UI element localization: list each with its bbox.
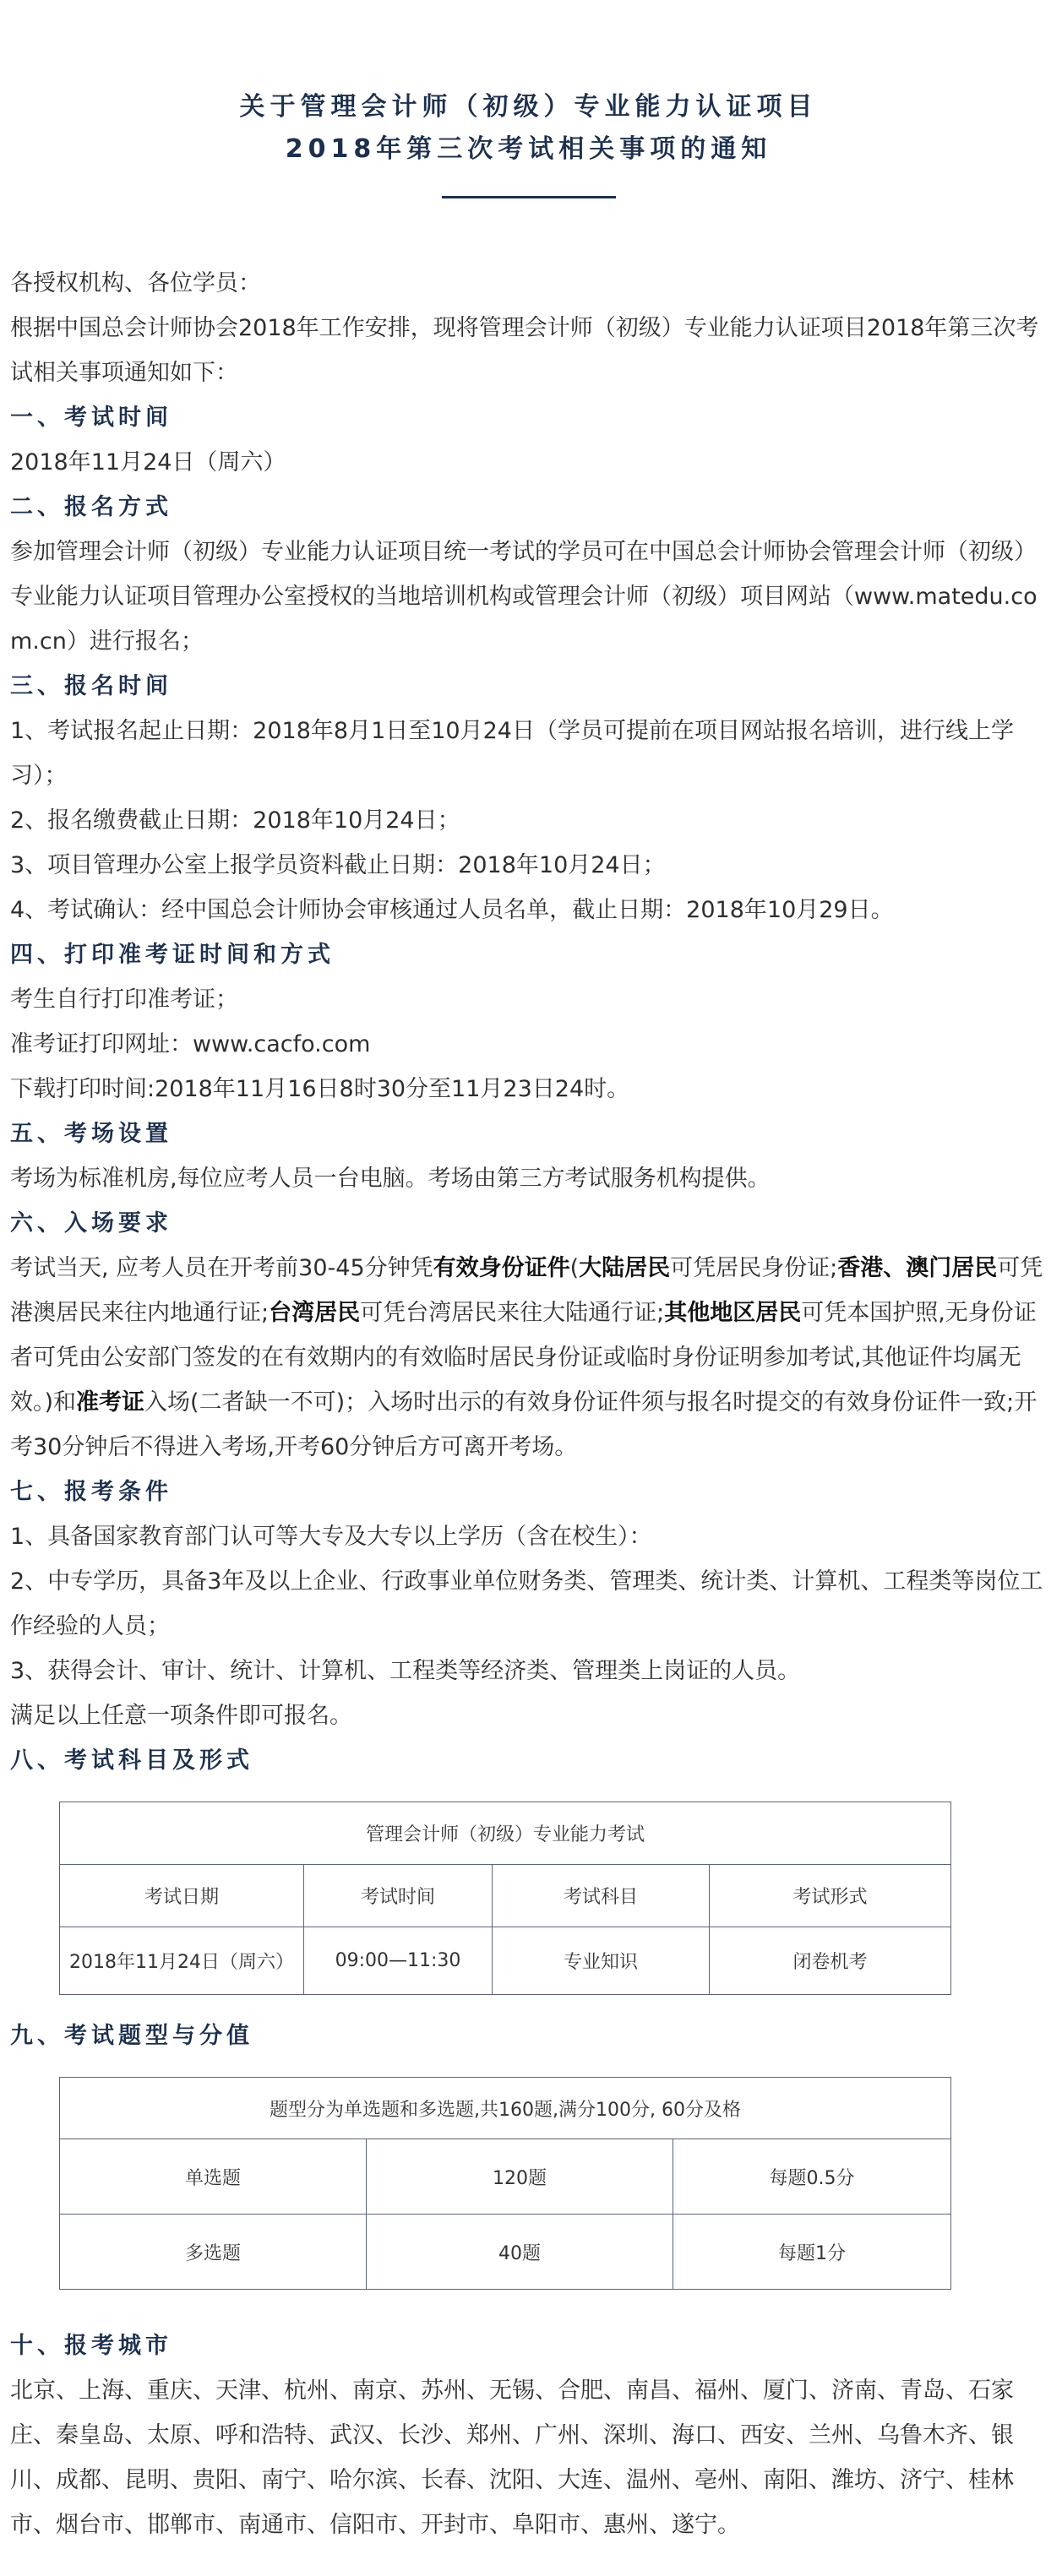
page-title-line-2: 2018年第三次考试相关事项的通知 <box>285 134 772 164</box>
admission-ticket-item: 准考证打印网址：www.cacfo.com <box>10 1031 371 1057</box>
exam-schedule-table <box>59 1802 951 1995</box>
table-row <box>60 2215 951 2290</box>
greeting: 各授权机构、各位学员： <box>10 270 261 296</box>
eligibility-item: 3、获得会计、审计、统计、计算机、工程类等经济类、管理类上岗证的人员。 <box>10 1658 801 1684</box>
entry-text-segment: 入场(二者缺一不可)；入场时出示的有效身份证件须与报名时提交的有效身份证件一致;开考30分钟后不得进入考场,开考60分钟后方可离开考场。 <box>10 1389 1037 1460</box>
entry-text-segment: ( <box>569 1255 580 1281</box>
title-underline <box>442 196 616 198</box>
section-heading-registration-method: 二、报名方式 <box>10 494 172 520</box>
table-header-row <box>60 1865 951 1927</box>
exam-cities-list: 北京、上海、重庆、天津、杭州、南京、苏州、无锡、合肥、南昌、福州、厦门、济南、青岛、石家庄、秦皇岛、太原、呼和浩特、武汉、长沙、郑州、广州、深圳、海口、西安、兰州、乌鲁木齐、银川、成都、昆明、贵阳、南宁、哈尔滨、长春、沈阳、大连、温州、亳州、南阳、潍坊、济宁、桂林市、烟台市、邯郸市、南通市、信阳市、开封市、阜阳市、惠州、遂宁。 <box>10 2378 1014 2538</box>
title-block <box>10 0 1047 198</box>
table-caption-row <box>60 2078 951 2139</box>
question-types-table <box>59 2077 951 2290</box>
entry-text-segment: 可凭台湾居民来往大陆通行证; <box>360 1300 665 1326</box>
table-caption: 题型分为单选题和多选题,共160题,满分100分, 60分及格 <box>60 2078 951 2139</box>
eligibility-item: 1、具备国家教育部门认可等大专及大专以上学历（含在校生）： <box>10 1524 652 1550</box>
entry-emphasis-taiwan: 台湾居民 <box>269 1300 361 1326</box>
table-cell: 2018年11月24日（周六） <box>60 1927 304 1995</box>
entry-emphasis-mainland: 大陆居民 <box>579 1255 671 1281</box>
section-heading-question-types: 九、考试题型与分值 <box>10 2023 253 2049</box>
entry-requirements-text <box>10 1246 1047 1470</box>
table-caption-row <box>60 1802 951 1865</box>
notice-content <box>10 261 1047 2547</box>
eligibility-item: 2、中专学历，具备3年及以上企业、行政事业单位财务类、管理类、统计类、计算机、工程类等岗位工作经验的人员； <box>10 1568 1043 1639</box>
registration-time-item: 3、项目管理办公室上报学员资料截止日期：2018年10月24日； <box>10 852 666 878</box>
table-cell: 单选题 <box>60 2139 367 2215</box>
table-cell: 每题1分 <box>673 2215 951 2290</box>
entry-text-segment: 可凭居民身份证; <box>670 1255 838 1281</box>
table-row <box>60 1927 951 1995</box>
section-heading-exam-venue: 五、考场设置 <box>10 1121 172 1147</box>
exam-date-text: 2018年11月24日（周六） <box>10 449 286 476</box>
admission-ticket-item: 下载打印时间:2018年11月16日8时30分至11月23日24时。 <box>10 1076 630 1102</box>
table-header-cell: 考试时间 <box>304 1865 493 1927</box>
table-caption: 管理会计师（初级）专业能力考试 <box>60 1802 951 1865</box>
registration-time-item: 4、考试确认：经中国总会计师协会审核通过人员名单，截止日期：2018年10月29日。 <box>10 897 894 923</box>
exam-venue-text: 考场为标准机房,每位应考人员一台电脑。考场由第三方考试服务机构提供。 <box>10 1166 771 1192</box>
intro-paragraph: 根据中国总会计师协会2018年工作安排，现将管理会计师（初级）专业能力认证项目2018年第三次考试相关事项通知如下： <box>10 315 1039 386</box>
section-heading-admission-ticket: 四、打印准考证时间和方式 <box>10 942 335 968</box>
section-heading-subjects-format: 八、考试科目及形式 <box>10 1747 253 1774</box>
table-cell: 专业知识 <box>493 1927 710 1995</box>
table-cell: 120题 <box>367 2139 673 2215</box>
section-heading-registration-time: 三、报名时间 <box>10 673 172 699</box>
table-header-cell: 考试形式 <box>710 1865 951 1927</box>
table-header-cell: 考试日期 <box>60 1865 304 1927</box>
eligibility-item: 满足以上任意一项条件即可报名。 <box>10 1703 352 1729</box>
table-cell: 闭卷机考 <box>710 1927 951 1995</box>
entry-text-segment: 考试当天, 应考人员在开考前30-45分钟凭 <box>10 1255 433 1281</box>
entry-emphasis-other-regions: 其他地区居民 <box>664 1300 802 1326</box>
spacer <box>10 2308 1047 2323</box>
section-heading-exam-time: 一、考试时间 <box>10 405 172 431</box>
admission-ticket-item: 考生自行打印准考证； <box>10 986 238 1013</box>
section-heading-entry-requirements: 六、入场要求 <box>10 1210 172 1236</box>
entry-text-segment: 可凭港澳居民来往内地通行证; <box>10 1255 1043 1326</box>
table-cell: 每题0.5分 <box>673 2139 951 2215</box>
entry-text-segment: 可凭本国护照,无身份证者可凭由公安部门签发的在有效期内的有效临时居民身份证或临时身份证明参加考试,其他证件均属无效。)和 <box>10 1300 1037 1416</box>
registration-method-text: 参加管理会计师（初级）专业能力认证项目统一考试的学员可在中国总会计师协会管理会计师（初级）专业能力认证项目管理办公室授权的当地培训机构或管理会计师（初级）项目网站（www.matedu.com.cn）进行报名； <box>10 539 1037 655</box>
table-header-cell: 考试科目 <box>493 1865 710 1927</box>
table-cell: 09:00—11:30 <box>304 1927 493 1995</box>
registration-time-item: 2、报名缴费截止日期：2018年10月24日； <box>10 807 460 834</box>
entry-emphasis-valid-id: 有效身份证件 <box>433 1255 570 1281</box>
table-row <box>60 2139 951 2215</box>
registration-time-item: 1、考试报名起止日期：2018年8月1日至10月24日（学员可提前在项目网站报名培训，进行线上学习）； <box>10 718 1014 789</box>
table-cell: 多选题 <box>60 2215 367 2290</box>
entry-emphasis-hk-macau: 香港、澳门居民 <box>837 1255 998 1281</box>
page-title-line-1: 关于管理会计师（初级）专业能力认证项目 <box>239 92 818 122</box>
section-heading-exam-cities: 十、报考城市 <box>10 2333 172 2359</box>
section-heading-eligibility: 七、报考条件 <box>10 1479 172 1505</box>
table-cell: 40题 <box>367 2215 673 2290</box>
entry-emphasis-admission-ticket: 准考证 <box>76 1389 145 1416</box>
